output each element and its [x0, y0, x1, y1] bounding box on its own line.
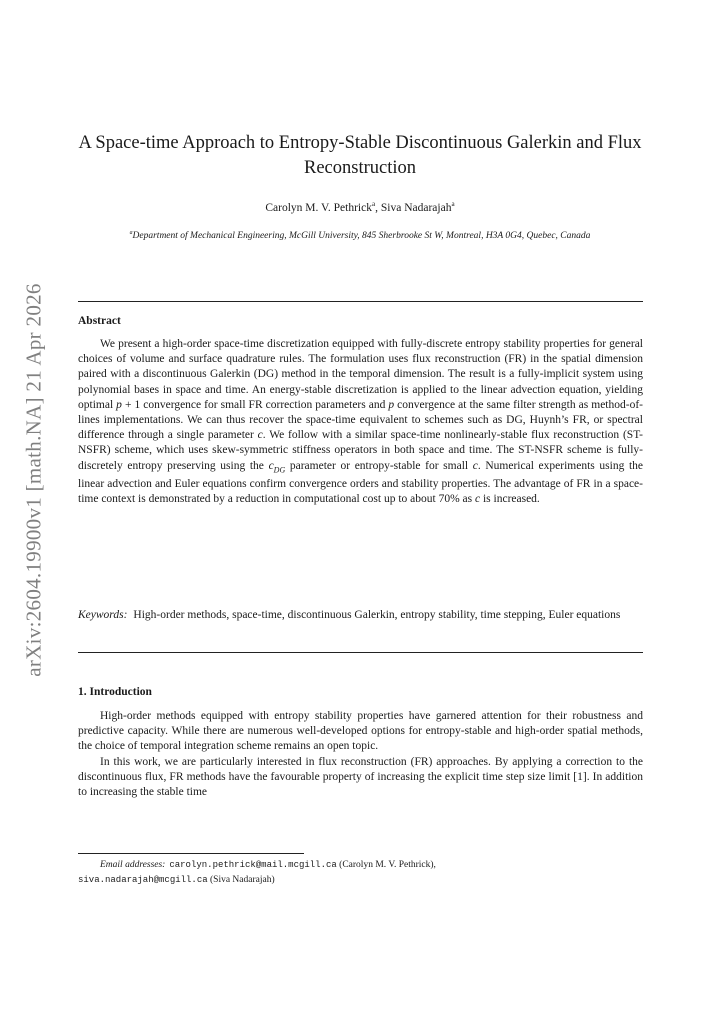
author-name: Siva Nadarajah — [380, 202, 452, 214]
keywords-text: High-order methods, space-time, discontinuous Galerkin, entropy stability, time stepping, Euler equations — [133, 609, 621, 621]
email-owner: (Carolyn M. V. Pethrick), — [336, 860, 436, 870]
abstract-bottom-rule — [78, 652, 643, 653]
abstract-text: + 1 convergence for small FR correction parameters and — [121, 398, 389, 411]
affiliation-text: Department of Mechanical Engineering, McGill University, 845 Sherbrooke St W, Montreal, H3A 0G4, Quebec, Canada — [132, 231, 591, 241]
math-symbol: c — [474, 493, 481, 506]
author-name: Carolyn M. V. Pethrick — [265, 202, 372, 214]
abstract-text: parameter or entropy-stable for small — [285, 459, 473, 472]
math-symbol: p — [388, 398, 395, 411]
section-body — [78, 709, 643, 800]
affiliation-marker: a — [451, 200, 455, 209]
affiliation — [95, 229, 625, 243]
math-symbol: c — [472, 459, 478, 472]
paper-title: A Space-time Approach to Entropy-Stable Discontinuous Galerkin and Flux Reconstruction — [78, 133, 642, 178]
arxiv-identifier: arXiv:2604.19900v1 [math.NA] 21 Apr 2026 — [21, 283, 46, 677]
paragraph: High-order methods equipped with entropy stability properties have garnered attention for their robustness and predictive capacity. While there are numerous well-developed options for entropy-stable and high-order spatial methods, the choice of temporal integration scheme remains an open topic. — [78, 710, 643, 753]
footnote-label: Email addresses: — [100, 860, 166, 870]
abstract-text: . We follow with a similar space-time nonlinearly-stable flux reconstruction (ST-NSFR) scheme, which uses skew-symmetric stiffness operators in both space and time. The ST-NSFR scheme is fully-discretely entropy preserving using the — [78, 429, 643, 472]
footnote-rule — [78, 853, 304, 854]
email-address: siva.nadarajah@mcgill.ca — [78, 874, 208, 885]
abstract-heading: Abstract — [78, 315, 121, 327]
abstract-text: . Numerical experiments using the linear advection and Euler equations confirm convergence orders and stability properties. The advantage of FR in a space-time context is demonstrated by a reduction in computational cost up to about 70% as — [78, 459, 644, 506]
affiliation-marker: a — [129, 229, 133, 236]
email-owner: (Siva Nadarajah) — [207, 874, 275, 885]
author-separator: , — [375, 202, 381, 214]
abstract-text: is increased. — [480, 493, 540, 506]
math-symbol: c — [257, 429, 263, 442]
math-symbol: c — [268, 459, 274, 472]
keywords — [78, 608, 643, 623]
email-address: carolyn.pethrick@mail.mcgill.ca — [169, 860, 337, 870]
keywords-label: Keywords: — [78, 609, 128, 621]
abstract-top-rule — [78, 301, 643, 302]
abstract-text: convergence at the same filter strength as method-of-lines implementations. We can thus recover the space-time equivalent to schemes such as DG, Huynh’s FR, or spectral difference through a single parameter — [78, 398, 643, 442]
footnote — [78, 858, 643, 887]
abstract-body — [78, 337, 643, 508]
math-subscript: DG — [273, 464, 286, 474]
paragraph: In this work, we are particularly interested in flux reconstruction (FR) approaches. By applying a correction to the discontinuous flux, FR methods have the favourable property of increasing the explicit time step size limit [1]. In addition to increasing the stable time — [78, 755, 643, 799]
math-symbol: p — [116, 398, 122, 411]
affiliation-marker: a — [371, 200, 376, 209]
section-heading: 1. Introduction — [78, 686, 152, 698]
author-list — [70, 202, 650, 214]
abstract-text: We present a high-order space-time discretization equipped with fully-discrete entropy stability properties for general choices of volume and surface quadrature rules. The formulation uses flux reconstruction (FR) in the spatial dimension paired with a discontinuous Galerkin (DG) method in the temporal dimension. The result is a fully-implicit system using polynomial bases in space and time. An energy-stable discretization is applied to the linear advection equation, yielding optimal — [78, 338, 643, 411]
